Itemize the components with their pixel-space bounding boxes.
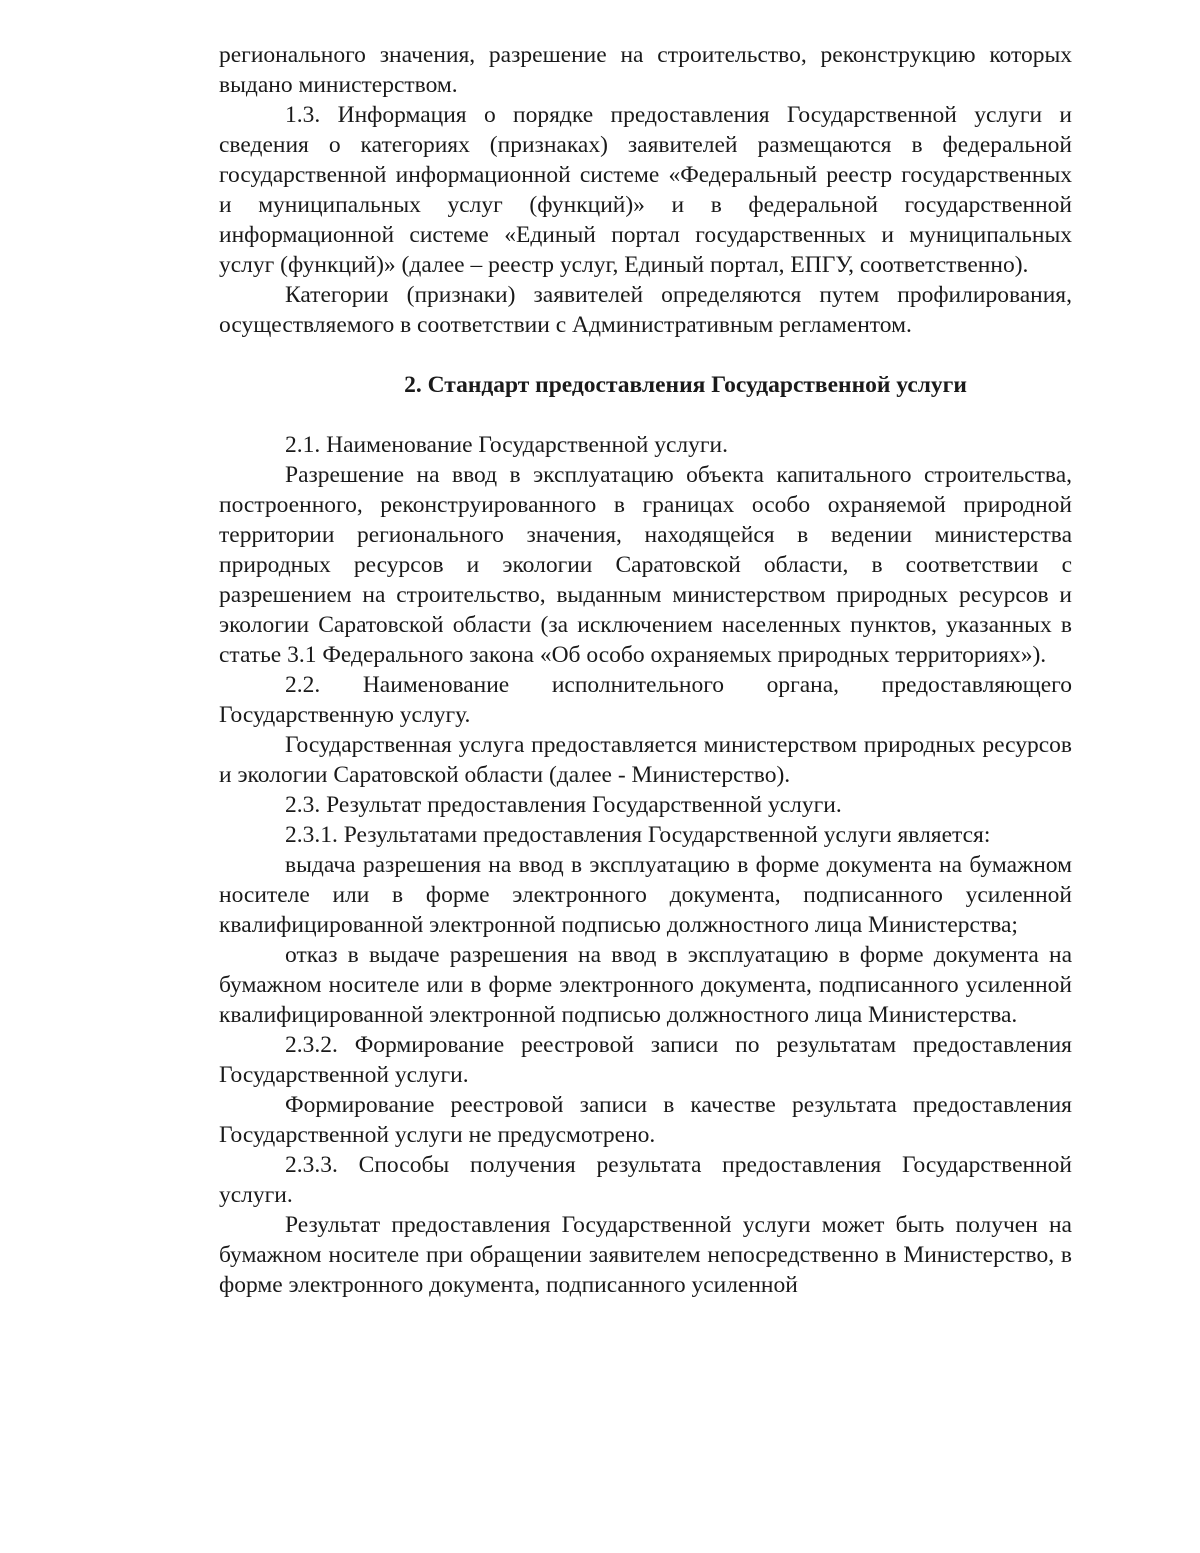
paragraph: регионального значения, разрешение на строительство, реконструкцию которых выдано министерством.: [219, 42, 1072, 98]
paragraph: Результат предоставления Государственной услуги может быть получен на бумажном носителе при обращении заявителем непосредственно в Министерство, в форме электронного документа, подписанного усиленной: [219, 1212, 1072, 1298]
section-heading: 2. Стандарт предоставления Государственной услуги: [404, 372, 967, 398]
paragraph: 2.1. Наименование Государственной услуги.: [285, 432, 728, 458]
paragraph: Разрешение на ввод в эксплуатацию объекта капитального строительства, построенного, реконструированного в границах особо охраняемой природной территории регионального значения, находящейся в ведении министерства природных ресурсов и экологии Саратовской области, в соответствии с разрешением на строительство, выданным министерством природных ресурсов и экологии Саратовской области (за исключением населенных пунктов, указанных в статье 3.1 Федерального закона «Об особо охраняемых природных территориях»).: [219, 462, 1072, 668]
paragraph: 2.3.2. Формирование реестровой записи по результатам предоставления Государственной услуги.: [219, 1032, 1072, 1088]
paragraph: 2.3. Результат предоставления Государственной услуги.: [285, 792, 842, 818]
paragraph: Формирование реестровой записи в качестве результата предоставления Государственной услуги не предусмотрено.: [219, 1092, 1072, 1148]
paragraph: выдача разрешения на ввод в эксплуатацию в форме документа на бумажном носителе или в форме электронного документа, подписанного усиленной квалифицированной электронной подписью должностного лица Министерства;: [219, 852, 1072, 938]
paragraph: 2.3.3. Способы получения результата предоставления Государственной услуги.: [219, 1152, 1072, 1208]
paragraph: 2.3.1. Результатами предоставления Государственной услуги является:: [285, 822, 991, 848]
paragraph: 1.3. Информация о порядке предоставления Государственной услуги и сведения о категориях (признаках) заявителей размещаются в федеральной государственной информационной системе «Федеральный реестр государственных и муниципальных услуг (функций)» и в федеральной государственной информационной системе «Единый портал государственных и муниципальных услуг (функций)» (далее – реестр услуг, Единый портал, ЕПГУ, соответственно).: [219, 102, 1072, 278]
paragraph: 2.2. Наименование исполнительного органа, предоставляющего Государственную услугу.: [219, 672, 1072, 728]
paragraph: отказ в выдаче разрешения на ввод в эксплуатацию в форме документа на бумажном носителе или в форме электронного документа, подписанного усиленной квалифицированной электронной подписью должностного лица Министерства.: [219, 942, 1072, 1028]
paragraph: Государственная услуга предоставляется министерством природных ресурсов и экологии Саратовской области (далее - Министерство).: [219, 732, 1072, 788]
paragraph: Категории (признаки) заявителей определяются путем профилирования, осуществляемого в соответствии с Административным регламентом.: [219, 282, 1072, 338]
document-page: [219, 40, 1072, 1300]
